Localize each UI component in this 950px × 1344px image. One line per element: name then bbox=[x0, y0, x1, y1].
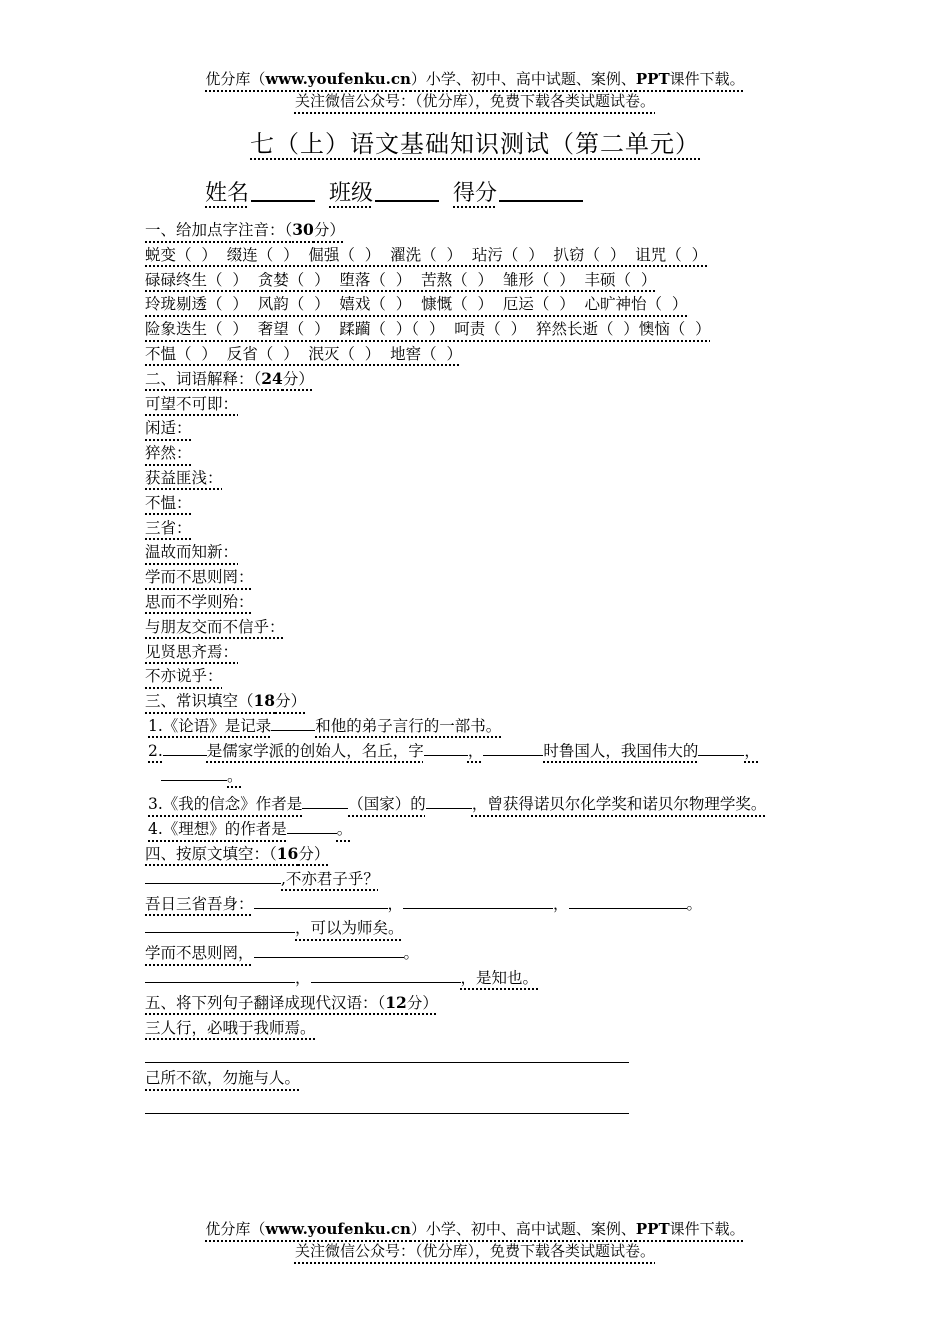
fill-question-2: 2. 是儒家学派的创始人，名丘，字 ， 时鲁国人，我国伟大的 ， bbox=[148, 741, 760, 760]
footer-line-1: 优分库（www.youfenku.cn）小学、初中、高中试题、案例、PPT课件下载。 bbox=[205, 1220, 745, 1238]
term-item[interactable]: 温故而知新： bbox=[145, 543, 239, 562]
term-item[interactable]: 获益匪浅： bbox=[145, 468, 223, 487]
term-item[interactable]: 猝然： bbox=[145, 444, 192, 463]
term-item[interactable]: 闲适： bbox=[145, 419, 192, 438]
section-1-title: 一、给加点字注音：（30分） bbox=[145, 220, 345, 239]
term-item[interactable]: 学而不思则罔： bbox=[145, 568, 254, 587]
footer-line-2: 关注微信公众号：（优分库），免费下载各类试题试卷。 bbox=[294, 1242, 655, 1260]
term-item[interactable]: 不亦说乎： bbox=[145, 667, 223, 686]
answer-blank[interactable] bbox=[145, 871, 281, 884]
pinyin-row[interactable]: 险象迭生（ ） 奢望（ ） 蹂躏（ ）（ ） 呵责（ ） 猝然长逝（ ）懊恼（ ） bbox=[145, 320, 711, 339]
answer-blank[interactable] bbox=[424, 743, 468, 756]
answer-blank[interactable] bbox=[483, 743, 543, 756]
answer-blank[interactable] bbox=[287, 821, 337, 834]
fill-question-2-cont: 。 bbox=[145, 764, 825, 789]
term-item[interactable]: 不愠： bbox=[145, 493, 192, 512]
class-label: 班级 bbox=[329, 181, 374, 206]
header-line-1: 优分库（www.youfenku.cn）小学、初中、高中试题、案例、PPT课件下载。 bbox=[205, 70, 745, 88]
class-blank[interactable] bbox=[375, 186, 439, 202]
section-5-title: 五、将下列句子翻译成现代汉语：（12分） bbox=[145, 992, 438, 1012]
term-item[interactable]: 三省： bbox=[145, 518, 192, 537]
term-item[interactable]: 与朋友交而不信乎： bbox=[145, 617, 285, 636]
answer-blank[interactable] bbox=[271, 718, 315, 731]
answer-blank[interactable] bbox=[403, 896, 553, 909]
score-blank[interactable] bbox=[499, 186, 583, 202]
page-title: 七（上）语文基础知识测试（第二单元） bbox=[250, 130, 700, 158]
pinyin-row[interactable]: 碌碌终生（ ） 贪婪（ ） 堕落（ ） 苦熬（ ） 雏形（ ） 丰硕（ ） bbox=[145, 270, 657, 289]
section-2-title: 二、词语解释：（24分） bbox=[145, 368, 314, 388]
answer-blank[interactable] bbox=[254, 896, 388, 909]
fill-question-1: 1.《论语》是记录 和他的弟子言行的一部书。 bbox=[148, 716, 502, 735]
answer-blank[interactable] bbox=[426, 796, 472, 809]
term-item[interactable]: 见贤思齐焉： bbox=[145, 642, 239, 661]
name-blank[interactable] bbox=[251, 186, 315, 202]
name-label: 姓名 bbox=[205, 181, 250, 206]
answer-blank[interactable] bbox=[145, 920, 295, 933]
answer-blank[interactable] bbox=[163, 743, 207, 756]
name-bar bbox=[205, 176, 597, 207]
pinyin-row[interactable]: 蜕变（ ） 缀连（ ） 倔强（ ） 濯洗（ ） 玷污（ ） 扒窃（ ） 诅咒（ ） bbox=[145, 245, 708, 264]
translate-question-2: 己所不欲，勿施与人。 bbox=[145, 1069, 301, 1088]
answer-blank[interactable] bbox=[254, 945, 404, 958]
header-line-2: 关注微信公众号：（优分库），免费下载各类试题试卷。 bbox=[294, 92, 655, 110]
pinyin-row[interactable]: 玲珑剔透（ ） 风韵（ ） 嬉戏（ ） 慷慨（ ） 厄运（ ） 心旷神怡（ ） bbox=[145, 295, 688, 314]
pinyin-row[interactable]: 不愠（ ） 反省（ ） 泯灭（ ） 地窖（ ） bbox=[145, 344, 462, 363]
recite-line-1: ,不亦君子乎？ bbox=[145, 867, 825, 892]
term-item[interactable]: 思而不学则殆： bbox=[145, 592, 254, 611]
recite-line-5: ， ，是知也。 bbox=[145, 966, 825, 991]
answer-blank[interactable] bbox=[569, 896, 687, 909]
answer-blank[interactable] bbox=[145, 970, 295, 983]
fill-question-4: 4.《理想》的作者是 。 bbox=[148, 820, 353, 839]
site-url[interactable]: www.youfenku.cn bbox=[265, 1220, 411, 1238]
fill-question-3: 3.《我的信念》作者是 （国家）的 ，曾获得诺贝尔化学奖和诺贝尔物理学奖。 bbox=[148, 795, 767, 814]
test-content bbox=[145, 218, 825, 1117]
answer-blank[interactable] bbox=[302, 796, 348, 809]
section-3-title: 三、常识填空（18分） bbox=[145, 691, 307, 711]
recite-line-2: 吾日三省吾身： ， ， 。 bbox=[145, 894, 703, 913]
recite-line-3: ，可以为师矣。 bbox=[145, 916, 825, 941]
recite-line-4: 学而不思则罔， 。 bbox=[145, 944, 420, 963]
score-label: 得分 bbox=[453, 181, 498, 206]
answer-blank[interactable] bbox=[698, 743, 744, 756]
translate-question-1: 三人行，必哦于我师焉。 bbox=[145, 1018, 316, 1037]
site-url[interactable]: www.youfenku.cn bbox=[265, 70, 411, 88]
section-4-title: 四、按原文填空：（16分） bbox=[145, 843, 330, 863]
answer-blank[interactable] bbox=[161, 768, 227, 781]
answer-blank[interactable] bbox=[311, 970, 461, 983]
translation-answer-line[interactable] bbox=[145, 1091, 629, 1114]
term-item[interactable]: 可望不可即： bbox=[145, 394, 239, 413]
translation-answer-line[interactable] bbox=[145, 1040, 629, 1063]
